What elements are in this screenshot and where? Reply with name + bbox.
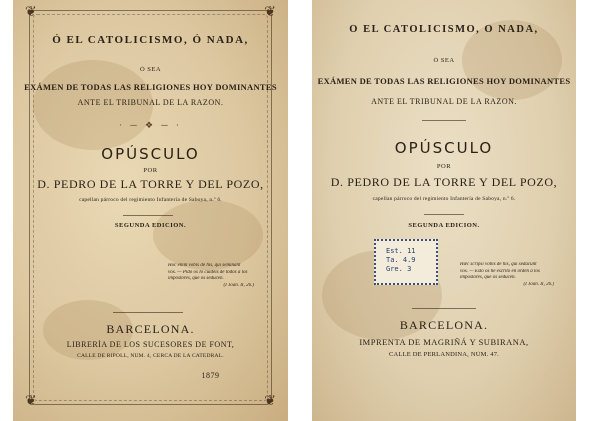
quote-line: vos. — Pido os lo cuidéis de todos á los xyxy=(168,269,248,275)
publication-year: 1879 xyxy=(201,371,220,380)
corner-ornament-icon: ❦ xyxy=(264,394,276,409)
quote-reference: (I Joan. II, 26.) xyxy=(523,281,554,287)
quote-reference: (I Joan. II, 26.) xyxy=(223,282,254,288)
por-text: POR xyxy=(436,163,452,170)
quote-line: impostores, que os seducen. xyxy=(460,275,516,280)
divider-rule xyxy=(422,120,466,121)
library-stamp xyxy=(374,239,438,285)
book-title: Ó EL CATOLICISMO, Ó NADA, xyxy=(349,24,539,35)
city-name: BARCELONA. xyxy=(106,322,195,336)
divider-ornament-icon: · ─ ❖ ─ · xyxy=(119,120,182,130)
author-name: D. PEDRO DE LA TORRE Y DEL POZO, xyxy=(37,177,264,191)
author-role: capellan párroco del regimiento Infantería de Saboya, n.º 6. xyxy=(79,197,222,203)
o-sea-text: Ó SEA xyxy=(433,57,455,64)
edition-text: SEGUNDA EDICION. xyxy=(408,222,480,229)
publisher-name: IMPRENTA DE MAGRIÑÁ Y SUBIRANA, xyxy=(359,337,529,347)
publisher-address: CALLE DE PERLANDINA, NÚM. 47. xyxy=(389,351,499,358)
city-name: BARCELONA. xyxy=(399,318,489,332)
o-sea-text: Ó SEA xyxy=(139,66,162,73)
book-subtitle-2: ANTE EL TRIBUNAL DE LA RAZON. xyxy=(371,97,517,106)
quote-line: impostores, que os seducen. xyxy=(168,276,224,281)
divider-rule xyxy=(113,312,183,313)
quote-line: Hoc enim vobis de his, qui seminant xyxy=(168,263,241,268)
divider-rule xyxy=(412,308,476,309)
author-role: capellan párroco del regimiento Infantería de Saboya, n.º 6. xyxy=(372,196,516,202)
genre-heading: OPÚSCULO xyxy=(394,139,494,157)
corner-ornament-icon: ❦ xyxy=(264,5,276,20)
book-subtitle: EXÁMEN DE TODAS LAS RELIGIONES HOY DOMINANTES xyxy=(24,82,277,92)
corner-ornament-icon: ❦ xyxy=(25,5,37,20)
quote-line: Hæc scripsi vobis de his, qui seducunt xyxy=(460,262,537,267)
stamp-line: Gre. 3 xyxy=(386,265,412,273)
corner-ornament-icon: ❦ xyxy=(25,394,37,409)
right-title-page xyxy=(312,0,576,421)
divider-rule xyxy=(123,215,173,216)
epigraph-quote xyxy=(460,262,566,288)
publisher-address: CALLE DE RIPOLL, NÚM. 4, CERCA DE LA CATEDRAL. xyxy=(77,353,224,359)
book-subtitle: EXÁMEN DE TODAS LAS RELIGIONES HOY DOMINANTES xyxy=(317,76,571,86)
publisher-name: LIBRERÍA DE LOS SUCESORES DE FONT, xyxy=(66,340,235,349)
edition-text: SEGUNDA EDICION. xyxy=(114,222,187,229)
divider-rule xyxy=(424,214,464,215)
stamp-line: Est. 11 xyxy=(386,247,416,255)
book-subtitle-2: ANTE EL TRIBUNAL DE LA RAZON. xyxy=(77,98,224,107)
left-title-page xyxy=(13,0,288,421)
genre-heading: OPÚSCULO xyxy=(101,145,200,163)
quote-line: vos. — Esto os he escrito en órden á los xyxy=(460,268,540,274)
stamp-line: Ta. 4.9 xyxy=(386,256,416,264)
book-title: Ó EL CATOLICISMO, Ó NADA, xyxy=(52,34,249,46)
por-text: POR xyxy=(143,167,158,174)
epigraph-quote xyxy=(168,263,268,289)
author-name: D. PEDRO DE LA TORRE Y DEL POZO, xyxy=(330,175,558,189)
